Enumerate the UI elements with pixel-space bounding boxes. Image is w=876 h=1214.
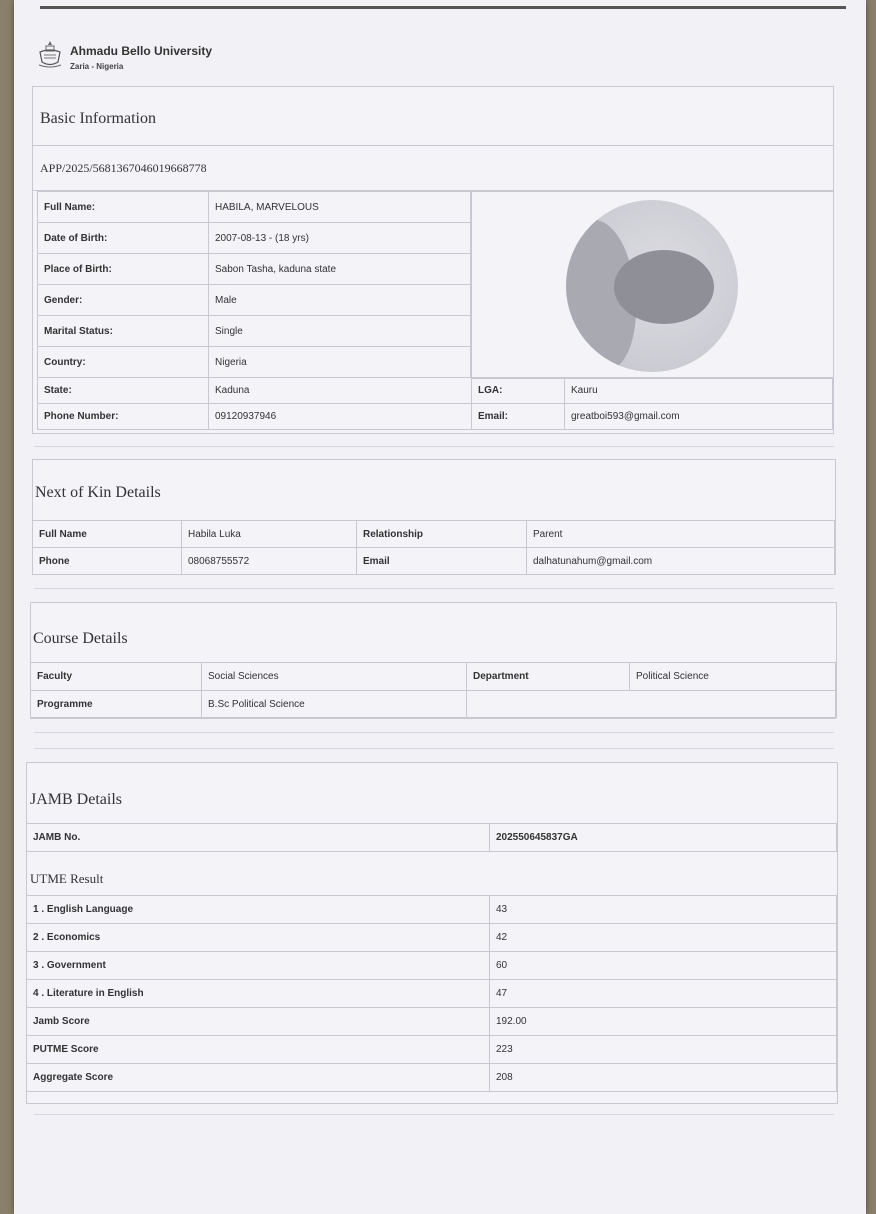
- basic-information-title: Basic Information: [40, 110, 156, 127]
- department-value: Political Science: [630, 663, 836, 691]
- application-number: APP/2025/5681367046019668778: [40, 161, 207, 175]
- full-name-value: HABILA, MARVELOUS: [209, 192, 471, 223]
- table-row: [27, 952, 837, 980]
- table-row: [31, 663, 836, 691]
- university-crest-icon: [38, 40, 62, 68]
- result-value: 47: [490, 980, 837, 1008]
- table-row: [38, 254, 471, 285]
- top-rule: [40, 6, 846, 9]
- jamb-details-title: JAMB Details: [30, 791, 122, 808]
- kin-email-value: dalhatunahum@gmail.com: [527, 548, 835, 575]
- table-row: [27, 1064, 837, 1092]
- place-of-birth-label: Place of Birth:: [38, 254, 209, 285]
- marital-status-value: Single: [209, 316, 471, 347]
- result-label: 4 . Literature in English: [27, 980, 490, 1008]
- programme-value: B.Sc Political Science: [202, 691, 467, 719]
- faculty-value: Social Sciences: [202, 663, 467, 691]
- table-row: [27, 980, 837, 1008]
- country-label: Country:: [38, 347, 209, 378]
- email-value: greatboi593@gmail.com: [565, 404, 833, 430]
- phone-value: 09120937946: [209, 404, 472, 430]
- country-value: Nigeria: [209, 347, 471, 378]
- dob-label: Date of Birth:: [38, 223, 209, 254]
- table-row: [27, 824, 837, 852]
- next-of-kin-table: [32, 520, 835, 575]
- kin-phone-label: Phone: [33, 548, 182, 575]
- table-row: [38, 316, 471, 347]
- marital-status-label: Marital Status:: [38, 316, 209, 347]
- faculty-label: Faculty: [31, 663, 202, 691]
- place-of-birth-value: Sabon Tasha, kaduna state: [209, 254, 471, 285]
- result-label: PUTME Score: [27, 1036, 490, 1064]
- passport-photo: [566, 200, 738, 372]
- next-of-kin-section: [32, 459, 836, 575]
- lga-label: LGA:: [472, 378, 565, 404]
- basic-information-section: [32, 86, 834, 434]
- university-location: Zaria - Nigeria: [70, 62, 124, 71]
- photo-cell: [471, 191, 834, 379]
- kin-full-name-value: Habila Luka: [182, 521, 357, 548]
- result-value: 208: [490, 1064, 837, 1092]
- department-label: Department: [467, 663, 630, 691]
- table-row: [33, 548, 835, 575]
- state-value: Kaduna: [209, 378, 472, 404]
- course-details-title: Course Details: [33, 630, 128, 647]
- jamb-no-label: JAMB No.: [27, 824, 490, 852]
- utme-result-table: [26, 895, 837, 1092]
- table-row: [27, 924, 837, 952]
- table-row: [27, 896, 837, 924]
- result-value: 192.00: [490, 1008, 837, 1036]
- document-page: [14, 0, 866, 1214]
- table-row: [27, 1008, 837, 1036]
- full-name-label: Full Name:: [38, 192, 209, 223]
- result-label: Jamb Score: [27, 1008, 490, 1036]
- result-value: 43: [490, 896, 837, 924]
- course-details-section: [30, 602, 837, 718]
- table-row: [38, 285, 471, 316]
- kin-full-name-label: Full Name: [33, 521, 182, 548]
- table-row: [38, 192, 471, 223]
- table-row: [33, 521, 835, 548]
- contact-table: [37, 377, 833, 430]
- course-details-table: [30, 662, 836, 719]
- kin-relationship-value: Parent: [527, 521, 835, 548]
- result-value: 42: [490, 924, 837, 952]
- university-name: Ahmadu Bello University: [70, 44, 213, 58]
- table-row: [38, 223, 471, 254]
- programme-label: Programme: [31, 691, 202, 719]
- dob-value: 2007-08-13 - (18 yrs): [209, 223, 471, 254]
- table-row: [38, 347, 471, 378]
- next-of-kin-title: Next of Kin Details: [35, 484, 161, 501]
- kin-phone-value: 08068755572: [182, 548, 357, 575]
- result-value: 60: [490, 952, 837, 980]
- table-row: [38, 378, 833, 404]
- jamb-number-table: [26, 823, 837, 852]
- result-value: 223: [490, 1036, 837, 1064]
- table-row: [31, 691, 836, 719]
- table-row: [27, 1036, 837, 1064]
- gender-value: Male: [209, 285, 471, 316]
- result-label: Aggregate Score: [27, 1064, 490, 1092]
- kin-relationship-label: Relationship: [357, 521, 527, 548]
- table-row: [38, 404, 833, 430]
- phone-label: Phone Number:: [38, 404, 209, 430]
- state-label: State:: [38, 378, 209, 404]
- result-label: 2 . Economics: [27, 924, 490, 952]
- gender-label: Gender:: [38, 285, 209, 316]
- jamb-no-value: 202550645837GA: [490, 824, 837, 852]
- utme-result-title: UTME Result: [30, 871, 104, 886]
- email-label: Email:: [472, 404, 565, 430]
- kin-email-label: Email: [357, 548, 527, 575]
- jamb-details-section: [26, 762, 838, 1104]
- lga-value: Kauru: [565, 378, 833, 404]
- basic-info-table: [37, 191, 471, 378]
- result-label: 1 . English Language: [27, 896, 490, 924]
- result-label: 3 . Government: [27, 952, 490, 980]
